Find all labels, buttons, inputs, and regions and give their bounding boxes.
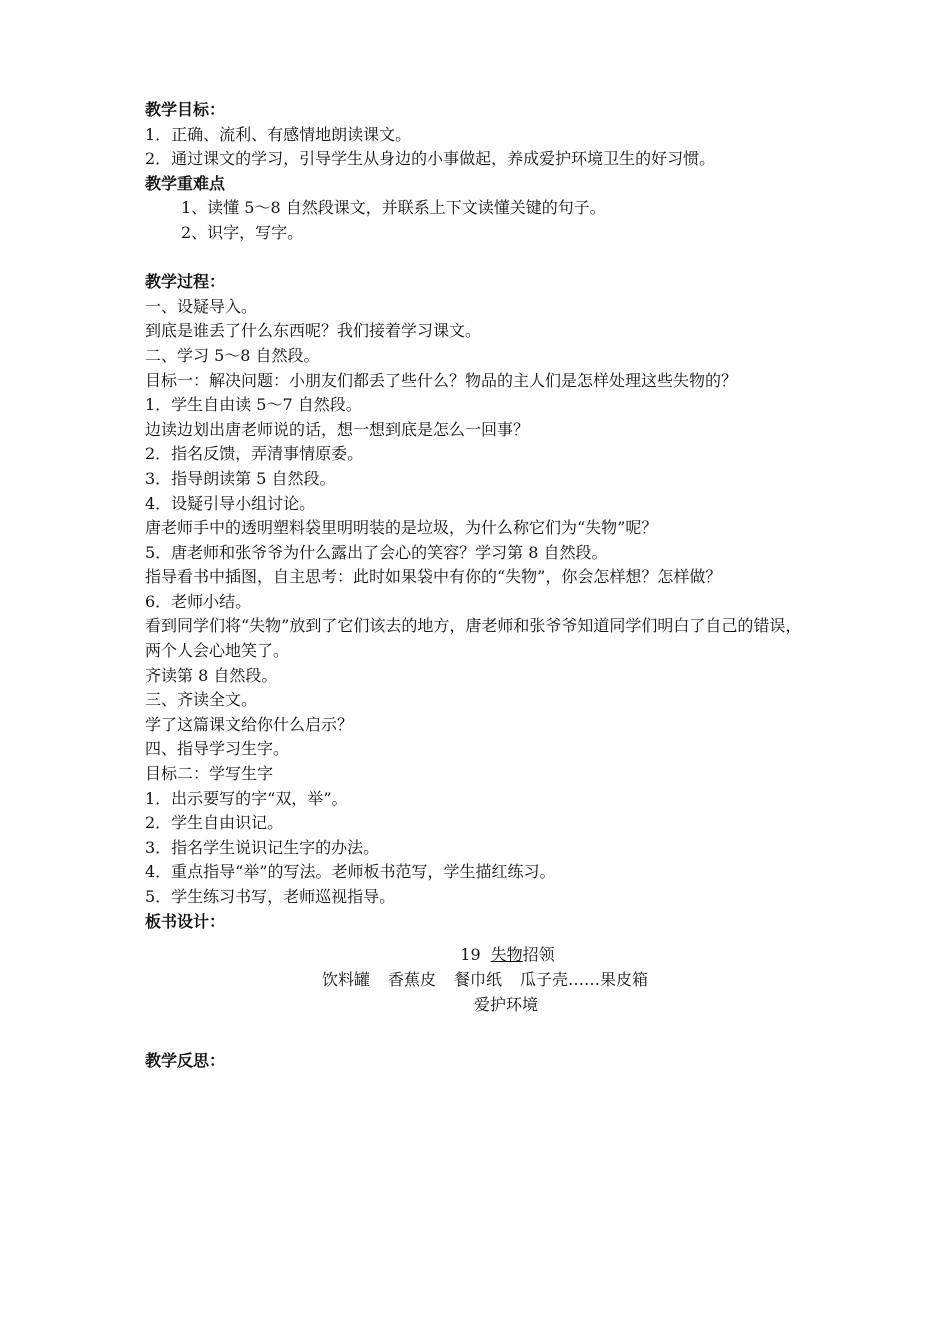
board-title-number: 19 <box>460 945 481 965</box>
process-heading: 教学过程： <box>145 272 226 292</box>
board-item: 香蕉皮 <box>387 970 436 990</box>
board-items <box>145 967 825 992</box>
process-line: 2．学生自由识记。 <box>145 813 284 833</box>
board-item: 瓜子壳……果皮箱 <box>520 970 649 990</box>
board-item: 餐巾纸 <box>454 970 503 990</box>
process-line: 4．重点指导“举”的写法。老师板书范写，学生描红练习。 <box>145 862 556 882</box>
objective-item: 2．通过课文的学习，引导学生从身边的小事做起，养成爱护环境卫生的好习惯。 <box>145 149 716 169</box>
process-line: 看到同学们将“失物”放到了它们该去的地方，唐老师和张爷爷知道同学们明白了自己的错误，两个人会心地笑了。 <box>145 616 802 661</box>
process-line: 学了这篇课文给你什么启示？ <box>145 714 354 734</box>
process-line: 4．设疑引导小组讨论。 <box>145 493 316 513</box>
process-line: 5．学生练习书写，老师巡视指导。 <box>145 887 396 906</box>
spacer <box>145 246 825 271</box>
board-heading: 板书设计： <box>145 911 226 931</box>
board-title-rest: 招领 <box>522 945 555 965</box>
process-line: 边读边划出唐老师说的话，想一想到底是怎么一回事？ <box>145 419 530 439</box>
objective-item: 1．正确、流利、有感情地朗读课文。 <box>145 124 412 144</box>
process-line: 四、指导学习生字。 <box>145 739 290 759</box>
process-line: 三、齐读全文。 <box>145 690 258 710</box>
process-line: 唐老师手中的透明塑料袋里明明装的是垃圾，为什么称它们为“失物”呢？ <box>145 518 658 538</box>
process-line: 1．出示要写的字“双，举”。 <box>145 788 348 808</box>
process-line: 齐读第 8 自然段。 <box>145 665 278 685</box>
process-line: 6．老师小结。 <box>145 591 252 611</box>
reflection-heading: 教学反思： <box>145 1051 226 1071</box>
lesson-plan-page <box>145 98 825 1074</box>
key-points-heading: 教学重难点 <box>145 173 226 193</box>
process-line: 到底是谁丢了什么东西呢？我们接着学习课文。 <box>145 321 482 341</box>
process-line: 3．指名学生说识记生字的办法。 <box>145 837 380 857</box>
spacer <box>145 1017 825 1049</box>
key-point-item: 2、识字，写字。 <box>181 222 304 242</box>
process-line: 二、学习 5～8 自然段。 <box>145 345 320 365</box>
process-line: 2．指名反馈，弄清事情原委。 <box>145 444 364 464</box>
board-bottom: 爱护环境 <box>473 995 538 1015</box>
board-title <box>145 942 825 967</box>
process-line: 指导看书中插图，自主思考：此时如果袋中有你的“失物”，你会怎样想？怎样做？ <box>145 567 722 587</box>
process-line: 5．唐老师和张爷爷为什么露出了会心的笑容？学习第 8 自然段。 <box>145 542 608 562</box>
objectives-heading: 教学目标： <box>145 100 226 119</box>
board-item: 饮料罐 <box>321 970 370 990</box>
process-line: 一、设疑导入。 <box>145 296 258 316</box>
board-title-underlined: 失物 <box>490 945 523 965</box>
key-point-item: 1、读懂 5～8 自然段课文，并联系上下文读懂关键的句子。 <box>181 198 606 218</box>
process-line: 目标一：解决问题：小朋友们都丢了些什么？物品的主人们是怎样处理这些失物的？ <box>145 370 738 390</box>
process-line: 3．指导朗读第 5 自然段。 <box>145 468 336 488</box>
process-line: 目标二：学写生字 <box>145 764 274 784</box>
process-line: 1．学生自由读 5～7 自然段。 <box>145 395 362 415</box>
